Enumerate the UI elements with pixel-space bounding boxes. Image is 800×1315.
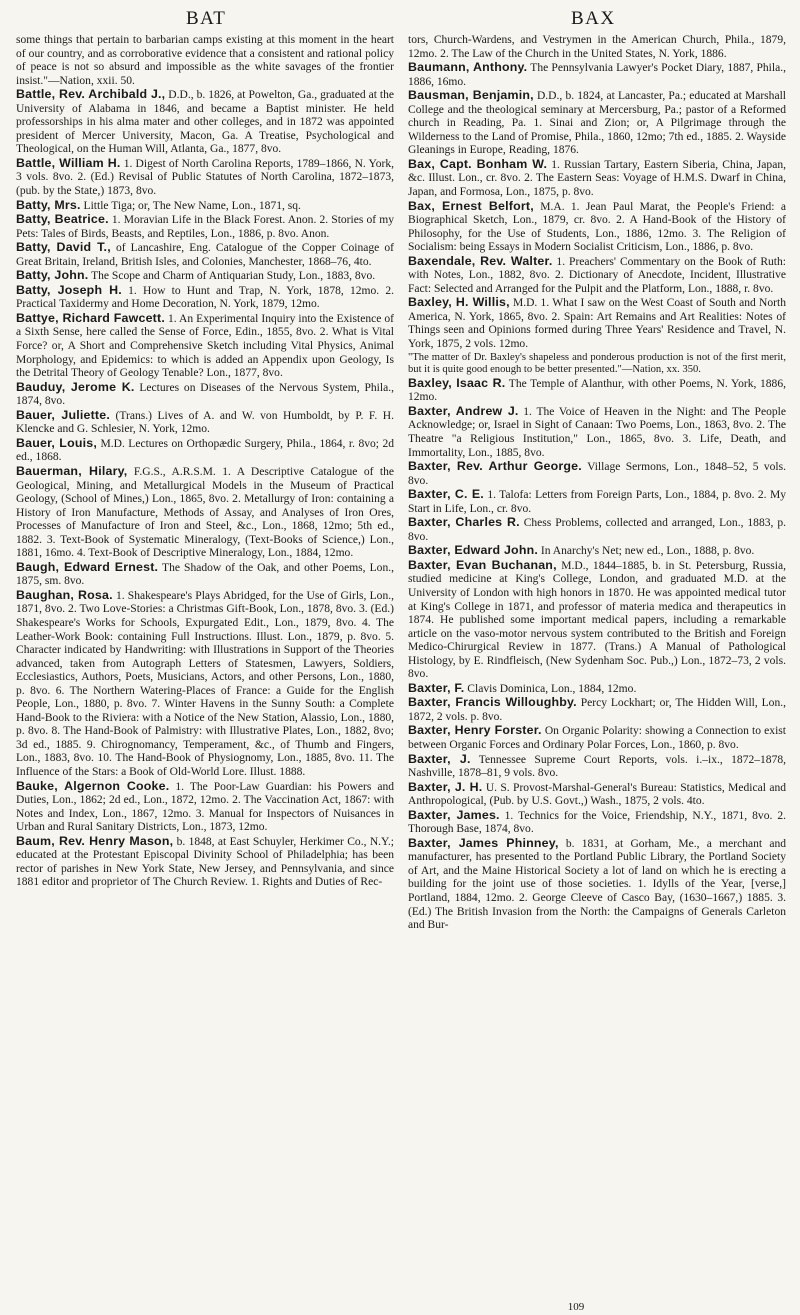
- entry-text: 1. Talofa: Letters from Foreign Parts, Lon., 1884, p. 8vo. 2. My Start in Life, Lon., cr. 8vo.: [408, 489, 786, 515]
- entry-headword: Baxter, J. H.: [408, 779, 483, 794]
- entry-headword: Bausman, Benjamin,: [408, 88, 534, 103]
- bibliography-entry: [408, 89, 786, 158]
- bibliography-entry: [408, 544, 786, 559]
- entry-headword: Battye, Richard Fawcett.: [16, 310, 165, 325]
- bibliography-entry: [408, 696, 786, 724]
- review-quote: [408, 352, 786, 377]
- entry-text: M.A. 1. Jean Paul Marat, the People's Friend: a Biographical Sketch, Lon., 1879, cr. 8vo. 2. A Hand-Book of the History of Philosophy, for the Use of Students, Lon., 1886, 12mo. 3. The Religion of Socialism: being Essays in Modern Socialist Criticism, Lon., 1886, p. 8vo.: [408, 200, 786, 254]
- entry-headword: Baxter, F.: [408, 680, 465, 695]
- bibliography-entry: [408, 753, 786, 781]
- entry-headword: Baxter, James.: [408, 807, 500, 822]
- entry-headword: Baxter, Charles R.: [408, 515, 520, 530]
- entry-text: b. 1848, at East Schuyler, Herkimer Co., N.Y.; educated at the Protestant Episcopal Divinity School of Philadelphia; has been rector of parishes in New York State, New Jersey, and Pennsylvania, and since 1881 editor and proprietor of The Church Review. 1. Rights and Duties of Rec-: [16, 835, 394, 889]
- entry-text: M.D., 1844–1885, b. in St. Petersburg, Russia, studied medicine at King's College, London, and graduated M.D. at the University of London with high honors in 1870. He was appointed medical tutor at King's College in 1871, and professor of materia medica and therapeutics in 1874. He published some important medical papers, including a remarkable article on the vaso-motor nervous system contributed to the British and Foreign Medico-Chirurgical Review in 1877. (Trans.) A Manual of Pathological Histology, by E. Rindfleisch, (New Sydenham Soc. Pub.,) Lon., 1872–73, 2 vols. 8vo.: [408, 559, 786, 681]
- bibliography-entry: [408, 460, 786, 488]
- bibliography-entry: [408, 837, 786, 933]
- page-number: 109: [567, 1301, 585, 1313]
- bibliography-entry: [408, 158, 786, 200]
- running-head-left: BAT: [186, 8, 227, 29]
- entry-text: Chess Problems, collected and arranged, Lon., 1883, p. 8vo.: [408, 517, 786, 543]
- bibliography-entry: [16, 199, 394, 214]
- entry-text: Village Sermons, Lon., 1848–52, 5 vols. 8vo.: [408, 461, 786, 487]
- bibliography-entry: [408, 255, 786, 297]
- entry-text: D.D., b. 1824, at Lancaster, Pa.; educated at Marshall College and the theological seminary at Mercersburg, Pa.; pastor of a Reformed church in Reading, Pa. 1. Sinai and Zion; or, A Pilgrimage through the Wilderness to the Land of Promise, Phila., 1860, 12mo; 7th ed., 1885. 2. Wayside Gleanings in Europe, Reading, 1876.: [408, 90, 786, 157]
- bibliography-entry: [408, 377, 786, 405]
- entry-headword: Baxter, Andrew J.: [408, 403, 519, 418]
- bibliography-entry: [408, 34, 786, 61]
- entry-headword: Batty, David T.,: [16, 240, 111, 255]
- entry-headword: Baxter, Evan Buchanan,: [408, 557, 557, 572]
- bibliography-entry: [16, 437, 394, 465]
- bibliography-entry: [16, 269, 394, 284]
- bibliography-entry: [16, 780, 394, 835]
- bibliography-entry: [16, 835, 394, 890]
- entry-text: 1. Russian Tartary, Eastern Siberia, China, Japan, &c. Illust. Lon., cr. 8vo. 2. The Eastern Seas: Voyage of H.M.S. Dwarf in China, Japan, and Formosa, Lon., 1875, p. 8vo.: [408, 158, 786, 199]
- entry-headword: Bauduy, Jerome K.: [16, 379, 135, 394]
- entry-headword: Bax, Ernest Belfort,: [408, 198, 534, 213]
- entry-text: b. 1831, at Gorham, Me., a merchant and manufacturer, has presented to the Portland Public Library, the Portland Society of Art, and the Maine Historical Society a lot of land on which he is erecting a building for the joint use of those societies. 1. Idylls of the Year, [verse,] Portland, 1884, 12mo. 2. George Cleeve of Casco Bay, (1630–1667,) 1885. 3. (Ed.) The British Invasion from the North: the Campaigns of Generals Carleton and Bur-: [408, 837, 786, 932]
- bibliography-entry: [16, 589, 394, 780]
- entry-text: The Temple of Alanthur, with other Poems, N. York, 1886, 12mo.: [408, 377, 786, 404]
- bibliography-entry: [16, 241, 394, 269]
- entry-text: Lectures on Diseases of the Nervous System, Phila., 1874, 8vo.: [16, 381, 394, 408]
- bibliography-entry: [16, 409, 394, 437]
- entry-headword: Battle, Rev. Archibald J.,: [16, 87, 166, 102]
- entry-headword: Bauer, Juliette.: [16, 407, 110, 422]
- bibliography-entry: [16, 88, 394, 157]
- entry-headword: Bauerman, Hilary,: [16, 463, 128, 478]
- entry-text: The Scope and Charm of Antiquarian Study, Lon., 1883, 8vo.: [88, 270, 376, 283]
- bibliography-entry: [408, 516, 786, 544]
- entry-headword: Baxter, C. E.: [408, 487, 484, 502]
- bibliography-entry: [16, 284, 394, 312]
- left-column: [16, 34, 394, 933]
- entry-headword: Batty, Joseph H.: [16, 282, 122, 297]
- bibliography-entry: [16, 34, 394, 88]
- bibliography-entry: [408, 488, 786, 516]
- bibliography-entry: [408, 61, 786, 89]
- entry-text: tors, Church-Wardens, and Vestrymen in the American Church, Phila., 1879, 12mo. 2. The Law of the Church in the United States, N. York, 1886.: [408, 34, 786, 60]
- running-head: [16, 6, 786, 34]
- entry-text: 1. The Poor-Law Guardian: his Powers and Duties, Lon., 1862; 2d ed., Lon., 1872, 12mo. 2. The Vaccination Act, 1867: with Notes and Index, Lon., 1867, 12mo. 3. Manual for Inspectors of Nuisances in Urban and Rural Sanitary Districts, Lon., 1873, 12mo.: [16, 780, 394, 834]
- entry-text: The Shadow of the Oak, and other Poems, Lon., 1875, sm. 8vo.: [16, 561, 394, 588]
- entry-text: 1. Preachers' Commentary on the Book of Ruth: with Notes, Lon., 1882, 8vo. 2. Dictionary of Anecdote, Incident, Illustrative Fact: Selected and Arranged for the Pulpit and the Platform, Lon., 1888, r. 8vo.: [408, 255, 786, 295]
- entry-text: 1. An Experimental Inquiry into the Existence of a Sixth Sense, here called the Sense of Force, Edin., 1855, 8vo. 2. What is Vital Force? or, A Short and Comprehensive Sketch including Vital Physics, Animal Morphology, and Epidemics: to which is added an Appendix upon Geology, Is the Detrital Theory of Geology Tenable? Lon., 1877, 8vo.: [16, 312, 394, 380]
- entry-text: M.D. 1. What I saw on the West Coast of South and North America, N. York, 1865, 8vo. 2. Spain: Art Remains and Art Realities: Notes of Things seen and Opinions formed during Three Years' Residence and Travel, N. York, 1875, 2 vols. 12mo.: [408, 297, 786, 351]
- entry-text: Percy Lockhart; or, The Hidden Will, Lon., 1872, 2 vols. p. 8vo.: [408, 697, 786, 723]
- bibliography-entry: [408, 682, 786, 697]
- entry-text: The Pennsylvania Lawyer's Pocket Diary, 1887, Phila., 1886, 16mo.: [408, 62, 786, 88]
- entry-text: F.G.S., A.R.S.M. 1. A Descriptive Catalogue of the Geological, Mining, and Metallurgical Models in the Museum of Practical Geology, (School of Mines,) Lon., 1865, 8vo. 2. Metallurgy of Iron: containing a History of Iron Manufacture, Methods of Assay, and Analyses of Iron Ores, Processes of Manufacture of Iron and Steel, &c., Lon., 1868, 12mo; 5th ed., 1882. 3. Text-Book of Systematic Mineralogy, (Text-Books of Science,) Lon., 1881, 16mo. 4. Text-Book of Descriptive Mineralogy, Lon., 1884, 12mo.: [16, 465, 395, 560]
- entry-text: (Trans.) Lives of A. and W. von Humboldt, by P. F. H. Klencke and G. Schlesier, N. York, 12mo.: [16, 409, 395, 436]
- bibliography-entry: [408, 781, 786, 809]
- bibliography-entry: [408, 809, 786, 837]
- text-columns: [16, 34, 786, 933]
- right-column: [408, 34, 786, 933]
- entry-text: In Anarchy's Net; new ed., Lon., 1888, p. 8vo.: [538, 545, 755, 558]
- entry-headword: Batty, Beatrice.: [16, 212, 109, 227]
- entry-text: 1. Technics for the Voice, Friendship, N.Y., 1871, 8vo. 2. Thorough Base, 1874, 8vo.: [408, 809, 786, 836]
- entry-text: D.D., b. 1826, at Powelton, Ga., graduated at the University of Alabama in 1846, and became a Baptist minister. He held professorships in his alma mater and other colleges, and in 1872 was appointed president of Mercer University, Macon, Ga. A Treatise, Psychological and Theological, on the Human Will, Atlanta, Ga., 1877, 8vo.: [16, 89, 394, 156]
- entry-headword: Baxter, James Phinney,: [408, 835, 559, 850]
- bibliography-entry: [408, 405, 786, 460]
- entry-text: "The matter of Dr. Baxley's shapeless and ponderous production is not of the first merit, but it is quite good enough to be better presented."—Nation, xx. 350.: [408, 351, 786, 376]
- entry-text: Tennessee Supreme Court Reports, vols. i.–ix., 1872–1878, Nashville, 1878–81, 9 vols. 8vo.: [408, 753, 786, 780]
- entry-text: 1. The Voice of Heaven in the Night: and The People Acknowledge; or, Israel in Sight of Canaan: Two Poems, Lon., 1863, 8vo. 2. The Theatre "a Religious Institution," Lon., 1865, 8vo. 3. Life, Death, and Immortality, Lon., 1885, 8vo.: [408, 405, 786, 459]
- bibliography-entry: [16, 312, 394, 381]
- bibliography-entry: [16, 465, 394, 561]
- entry-text: 1. Digest of North Carolina Reports, 1789–1866, N. York, 3 vols. 8vo. 2. (Ed.) Revisal of Public Statutes of North Carolina, 1872–1873, (pub. by the State,) 1873, 8vo.: [16, 157, 394, 198]
- entry-headword: Bax, Capt. Bonham W.: [408, 156, 548, 171]
- bibliography-entry: [16, 561, 394, 589]
- entry-headword: Batty, Mrs.: [16, 197, 81, 212]
- entry-text: On Organic Polarity: showing a Connection to exist between Organic Forces and Ordinary Polar Forces, Lon., 1860, p. 8vo.: [408, 725, 786, 751]
- bibliography-entry: [408, 200, 786, 255]
- entry-headword: Baxter, Henry Forster.: [408, 723, 542, 738]
- entry-headword: Batty, John.: [16, 268, 89, 283]
- entry-headword: Baugh, Edward Ernest.: [16, 559, 159, 574]
- entry-headword: Baxter, Rev. Arthur George.: [408, 459, 582, 474]
- running-head-right: BAX: [571, 8, 616, 29]
- entry-text: U. S. Provost-Marshal-General's Bureau: Statistics, Medical and Anthropological, (Pub. by U.S. Govt.,) Wash., 1875, 2 vols. 4to.: [408, 781, 786, 808]
- entry-text: some things that pertain to barbarian camps existing at this moment in the heart of our country, and as corroborative evidence that a consistent and rational policy of peace is not so absurd and impossible as the white savages of the frontier insist."—Nation, xxii. 50.: [16, 34, 394, 87]
- entry-text: 1. Moravian Life in the Black Forest. Anon. 2. Stories of my Pets: Tales of Birds, Beasts, and Reptiles, Lon., 1886, p. 8vo. Anon.: [16, 214, 394, 240]
- entry-text: M.D. Lectures on Orthopædic Surgery, Phila., 1864, r. 8vo; 2d ed., 1868.: [16, 437, 394, 464]
- entry-headword: Bauer, Louis,: [16, 435, 97, 450]
- entry-text: 1. How to Hunt and Trap, N. York, 1878, 12mo. 2. Practical Taxidermy and Home Decoration, N. York, 1879, 12mo.: [16, 284, 394, 311]
- entry-headword: Baum, Rev. Henry Mason,: [16, 833, 174, 848]
- bibliography-entry: [16, 381, 394, 409]
- entry-text: of Lancashire, Eng. Catalogue of the Copper Coinage of Great Britain, Ireland, British Isles, and Colonies, Manchester, 1868–76, 4to.: [16, 242, 394, 268]
- entry-headword: Baxley, Isaac R.: [408, 375, 506, 390]
- entry-headword: Baxter, Francis Willoughby.: [408, 695, 577, 710]
- entry-headword: Baxter, Edward John.: [408, 543, 539, 558]
- entry-headword: Baxendale, Rev. Walter.: [408, 253, 553, 268]
- entry-headword: Baumann, Anthony.: [408, 60, 528, 75]
- entry-text: 1. Shakespeare's Plays Abridged, for the Use of Girls, Lon., 1871, 8vo. 2. Two Love-Stories: a Christmas Gift-Book, Lon., 1878, 8vo. 3. (Ed.) Shakespeare's Works for Schools, Expurgated Edit., Lon., 1879, 8vo. 4. The Leather-Work Book: containing Full Instructions. Illust. Lon., 1879, p. 8vo. 5. Character indicated by Handwriting: with Illustrations in Support of the Theories advanced, taken from Autograph Letters of Statesmen, Lawyers, Soldiers, Ecclesiastics, Authors, Poets, Musicians, Actors, and other Persons, Lon., 1880, p. 8vo. 6. The Northern Watering-Places of France: a Guide for the English People, Lon., 1880, p. 8vo. 7. Winter Havens in the Sunny South: a Complete Hand-Book to the Riviera: with a Notice of the New Station, Alassio, Lon., 1880, p. 8vo. 8. The Hand-Book of Palmistry: with Illustrative Plates, Lon., 1882, 8vo; 3d ed., 1885. 9. Chirognomancy, Temperament, &c., of Thumb and Fingers, Lon., 1883, 8vo. 10. The Hand-Book of Physiognomy, Lon., 1885, 8vo. 11. The Influence of the Stars: a Book of Old-World Lore. Illust. 1888.: [16, 589, 394, 778]
- entry-text: Clavis Dominica, Lon., 1884, 12mo.: [464, 682, 637, 695]
- entry-text: Little Tiga; or, The New Name, Lon., 1871, sq.: [80, 199, 301, 212]
- entry-headword: Bauke, Algernon Cooke.: [16, 778, 170, 793]
- bibliography-entry: [408, 296, 786, 351]
- bibliography-entry: [16, 157, 394, 199]
- bibliography-entry: [408, 724, 786, 752]
- entry-headword: Baxter, J.: [408, 751, 471, 766]
- bibliography-entry: [408, 559, 786, 682]
- bibliography-entry: [16, 213, 394, 241]
- entry-headword: Baughan, Rosa.: [16, 587, 113, 602]
- entry-headword: Baxley, H. Willis,: [408, 295, 510, 310]
- entry-headword: Battle, William H.: [16, 155, 121, 170]
